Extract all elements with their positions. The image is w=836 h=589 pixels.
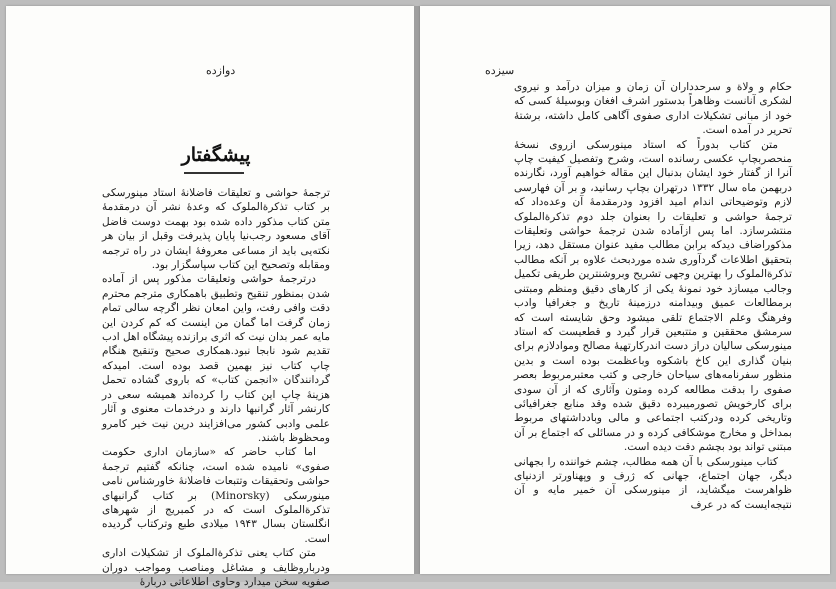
page-number: دوازده bbox=[206, 64, 236, 77]
chapter-heading: پیشگفتار bbox=[181, 144, 251, 166]
paragraph: متن کتاب بدوراً که استاد مینورسکی ازروی نسخهٔ منحصربچاپ عکسی رسانده است، وشرح وتفصیل کیفیت چاپ آنرا از گفتار خود ایشان بدنبال این مقاله خواهیم آورد، نگارنده دربهمن ماه سال ۱۳۳۲ درتهران بچاپ رسانید، و بر آن فهارسی لازم وتوضیحاتی اندام امید افزود ودرمقدمهٔ آن وعده‌داد که ترجمهٔ حواشی و تعلیقات را بعنوان جلد دوم تذکرة‌الملوک منتشرسازد. اما پس ازآماده شدن ترجمهٔ حواشی وتعلیقات مذکوراضاف دیدکه برابن مطالب مفید عنوان مستقل دهد، زیرا بتحقیق اطلاعات گردآوری شده موردبحث علاوه بر آنکه مطالب تذکرة‌الملوک را بهترین وجهی تشریح وبروشنترین طریقی تکمیل وجالب میسازد خود نمونهٔ یکی از کارهای دقیق ومنظم ومبتنی برمطالعات عمیق وبیدامنه درزمینهٔ تاریخ و جغرافیا وادب وفرهنگ وعلم الاجتماع تلقی میشود وحق شایسته است که سرمشق محققین و متتبعین قرار گیرد و قطعیست که استاد مینورسکی سالیان دراز دست اندرکارتهیهٔ مصالح وموادلازم برای بنیان گذاری این کاخ باشکوه وباعظمت بوده است و بدین منظور سفرنامه‌های سیاحان خارجی و کتب معتبرمربوط بعصر صفوی را بدقت مطالعه کرده ومتون وآثاری که از آن سودی برای کارخویش تصورمیبرده دقیق شده وقد منابع جغرافیائی وتاریخی کرده ودرکتب اجتماعی و مالی وبادداشتهای مربوط بمداخل و مخارج موشکافی کرده و در مسائلی که اجتماع بر آن مبتنی تواند بود بچشم دقت دیده است. bbox=[514, 138, 792, 454]
left-page bbox=[6, 6, 414, 588]
right-page-body bbox=[514, 80, 792, 512]
paragraph: متن کتاب یعنی تذکرة‌الملوک از تشکیلات اداری ودرباروظایف و مشاغل ومناصب ومواجب دوران صفویه سخن میدارد وحاوی اطلاعاتی دربارهٔ bbox=[102, 547, 330, 588]
paragraph: ترجمهٔ حواشی و تعلیقات فاضلانهٔ استاد مینورسکی بر کتاب تذکرة‌الملوک که وعدهٔ نشر آن درمقدمهٔ متن کتاب مذکور داده شده بود بهمت دوست فاضل آقای مسعود رجب‌نیا پایان پذیرفت وقبل از بیان هر نکته‌یی باید از مساعی معروفهٔ ایشان در راه ترجمه ومقابله وتصحیح این کتاب سپاسگزار بود. bbox=[102, 187, 330, 272]
page-number: سیزده bbox=[485, 64, 515, 77]
paragraph: حکام و ولاة و سرحدداران آن زمان و میزان درآمد و نیروی لشکری آنانست وظاهراً بدستور اشرف افغان وبوسیلهٔ کسی که خود از مبانی تشکیلات اداری صفوی آگاهی کامل داشته، برشتهٔ تحریر در آمده است. bbox=[514, 81, 792, 137]
right-page bbox=[420, 6, 830, 574]
left-page-body bbox=[102, 186, 330, 589]
heading-ornament bbox=[184, 172, 244, 174]
paragraph: کتاب مینورسکی با آن همه مطالب، چشم خواننده را بجهانی دیگر، جهان اجتماع، جهانی که ژرف و وپهناورتر ازدنیای ظواهرست میگشاید، از مینورسکی آن خمیر مایه و آن نتیجه‌ایست که در عرف bbox=[514, 455, 792, 511]
paragraph: اما کتاب حاضر که «سازمان اداری حکومت صفوی» نامیده شده است، چنانکه گفتیم ترجمهٔ حواشی وتحقیقات وتتبعات فاضلانهٔ خاورشناس نامی مینورسکی (Minorsky) بر کتاب گرانبهای تذکرة‌الملوک است که در کمبریج از شهرهای انگلستان بسال ۱۹۴۳ میلادی طبع وترکتاب گردیده است. bbox=[102, 446, 330, 545]
paragraph: درترجمهٔ حواشی وتعلیقات مذکور پس از آماده شدن بمنظور تنقیح وتطبیق باهمکاری مترجم محترم دقت وافی رفت، واین امعان نظر اگرچه سالی تمام زمان گرفت اما گمان من اینست که کم کردن این مایه عمر بدان نیت که اثری برازنده پیشگاه اهل ادب تقدیم شود نابجا نبود.همکاری صحیح وتنقیح هنگام چاپ کتاب نیز بهمین قصد بوده است. امیدکه گردانندگان «انجمن کتاب» که باروی گشاده تحمل هزینهٔ چاپ این کتاب را کرده‌اند همیشه سعی در کارنشر آثار گرانبها دارند و درخدمات معنوی و آثار علمی وادبی کشور می‌افزایند درین نیت خیر کامرو ومحظوظ باشند. bbox=[102, 273, 330, 444]
